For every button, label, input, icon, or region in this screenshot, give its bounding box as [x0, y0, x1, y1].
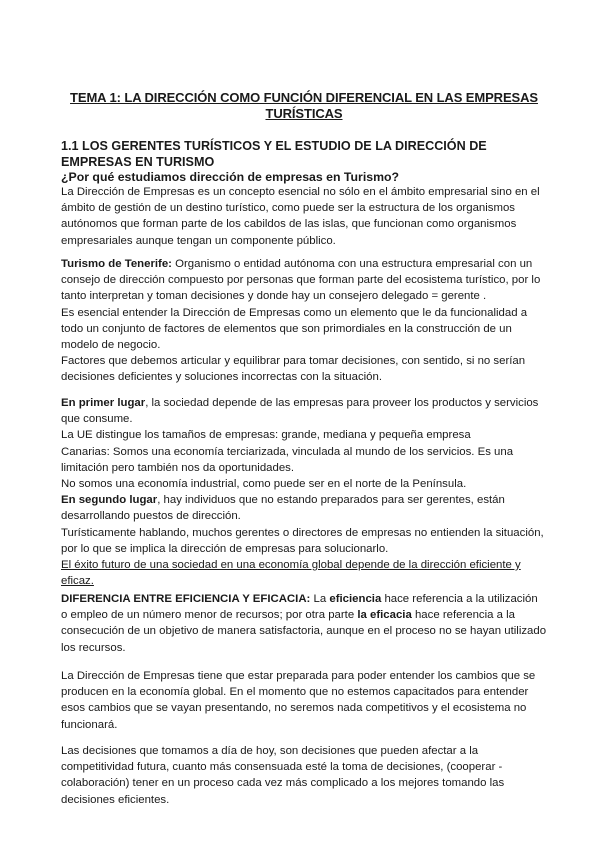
section-heading: 1.1 LOS GERENTES TURÍSTICOS Y EL ESTUDIO DE LA DIRECCIÓN DE EMPRESAS EN TURISMO [61, 139, 487, 169]
ue-paragraph: La UE distingue los tamaños de empresas: grande, mediana y pequeña empresa [61, 429, 471, 442]
diferencia-text-3: hace referencia a la consecución de un objetivo de manera satisfactoria, aunque en el proceso no se hayan utilizado los recursos. [61, 609, 547, 654]
diferencia-text-2: hace referencia a la utilización o empleo de un número menor de recursos; por otra parte [61, 593, 538, 622]
turismo-text: Organismo o entidad autónoma con una estructura empresarial con un consejo de dirección compuesto por personas que forman parte del ecosistema turístico, por lo tanto interpretan y toman decisiones y donde hay un consejero delegado = gerente . [61, 258, 541, 303]
turismo-tenerife-paragraph [61, 258, 540, 302]
diferencia-label: DIFERENCIA ENTRE EFICIENCIA Y EFICACIA: [61, 593, 311, 605]
factores-paragraph: Factores que debemos articular y equilibrar para tomar decisiones, con sentido, si no serían decisiones deficientes y soluciones incorrectas con la situación. [61, 355, 526, 384]
diferencia-text-1: La [310, 593, 330, 605]
decisiones-paragraph: Las decisiones que tomamos a día de hoy, son decisiones que pueden afectar a la competitividad futura, cuanto más consensuada esté la toma de decisiones, (cooperar - colaboración) tener en un proceso cada vez más complicado a los mejores tomando las decisiones eficientes. [61, 745, 505, 806]
exito-paragraph: El éxito futuro de una sociedad en una economía global depende de la dirección eficiente y eficaz. [61, 559, 521, 588]
segundo-lugar-paragraph [61, 494, 505, 522]
title-line-2: TURÍSTICAS [265, 106, 343, 121]
primer-lugar-label: En primer lugar [61, 397, 146, 409]
direccion-global-paragraph: La Dirección de Empresas tiene que estar preparada para poder entender los cambios que se producen en la economía global. En el momento que no estemos capacitados para entender esos cambios que se vayan presentando, no seremos nada competitivos y el ecosistema no funcionará. [61, 670, 536, 731]
primer-lugar-paragraph [61, 397, 538, 425]
esencial-paragraph: Es esencial entender la Dirección de Empresas como un elemento que le da funcionalidad a todo un conjunto de factores de elementos que son primordiales en la construcción de un modelo de negocio. [61, 306, 528, 352]
industrial-paragraph: No somos una economía industrial, como puede ser en el norte de la Península. [61, 478, 467, 491]
question-heading: ¿Por qué estudiamos dirección de empresas en Turismo? [61, 170, 400, 184]
turisticamente-paragraph: Turísticamente hablando, muchos gerentes o directores de empresas no entienden la situación, por lo que se implica la dirección de empresas para solucionarlo. [61, 526, 544, 555]
primer-lugar-text: , la sociedad depende de las empresas para proveer los productos y servicios que consume. [61, 397, 539, 426]
diferencia-paragraph [61, 591, 547, 656]
turismo-tenerife-block [61, 256, 547, 386]
eficacia-term: la eficacia [357, 609, 412, 622]
intro-paragraph: La Dirección de Empresas es un concepto esencial no sólo en el ámbito empresarial sino en el ámbito de gestión de un destino turístico, como puede ser la estructura de los organismos autónomos que forman parte de los cabildos de las islas, que funcionan como organismos empresariales aunque tengan un componente público. [61, 186, 540, 247]
segundo-lugar-label: En segundo lugar [61, 494, 158, 507]
lugares-block [61, 395, 547, 589]
title-line-1: TEMA 1: LA DIRECCIÓN COMO FUNCIÓN DIFERENCIAL EN LAS EMPRESAS [70, 90, 538, 105]
segundo-lugar-text: , hay individuos que no estando preparados para ser gerentes, están desarrollando puestos de dirección. [61, 494, 505, 523]
document-title [61, 90, 547, 122]
canarias-paragraph: Canarias: Somos una economía terciarizada, vinculada al mundo de los servicios. Es una limitación pero también nos da oportunidades. [61, 445, 514, 474]
turismo-label: Turismo de Tenerife: [61, 258, 172, 270]
eficiencia-term: eficiencia [329, 593, 382, 605]
